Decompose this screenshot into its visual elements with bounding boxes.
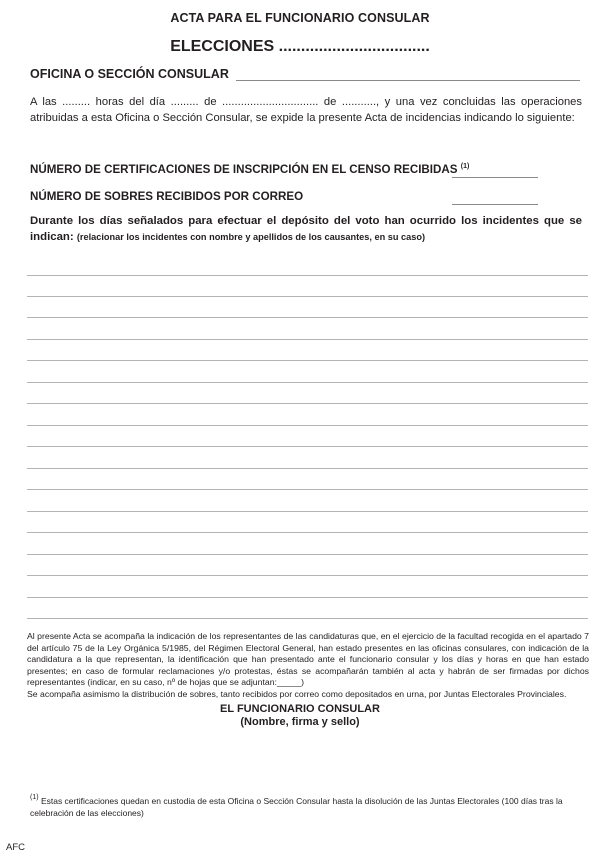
signature-title: EL FUNCIONARIO CONSULAR [220, 703, 380, 715]
incident-line[interactable] [27, 532, 588, 533]
incident-line[interactable] [27, 597, 588, 598]
incidents-instruction: (relacionar los incidentes con nombre y apellidos de los causantes, en su caso) [76, 232, 426, 242]
envelopes-received-field-line[interactable] [452, 204, 538, 205]
certifications-received-text: NÚMERO DE CERTIFICACIONES DE INSCRIPCIÓN EN EL CENSO RECIBIDAS [30, 163, 458, 176]
footnote-mark: (1) [30, 794, 39, 801]
incident-line[interactable] [27, 554, 588, 555]
signature-instruction: (Nombre, firma y sello) [240, 716, 360, 728]
legal-notice [27, 631, 589, 700]
elections-heading: ELECCIONES .................................. [170, 38, 430, 55]
incident-line[interactable] [27, 575, 588, 576]
footnote-text: Estas certificaciones quedan en custodia de esta Oficina o Sección Consular hasta la disolución de las Juntas Electorales (100 días tras la celebración de las elecciones) [30, 796, 563, 818]
signature-block [0, 703, 600, 729]
legal-notice-envelopes: Se acompaña asimismo la distribución de sobres, tanto recibidos por correo como depositados en urna, por Juntas Electorales Provinciales. [27, 688, 567, 699]
incident-line[interactable] [27, 317, 588, 318]
incident-line[interactable] [27, 382, 588, 383]
envelopes-received-label: NÚMERO DE SOBRES RECIBIDOS POR CORREO [30, 190, 304, 203]
legal-notice-representatives: Al presente Acta se acompaña la indicación de los representantes de las candidaturas que, en el ejercicio de la facultad recogida en el apartado 7 del artículo 75 de la Ley Orgánica 5/1985, del Régimen Electoral General, han estado presentes en las oficinas consulares, con indicación de la candidatura a la que representan, la identificación que han presentado ante el funcionario consular y los días y horas en que han estado presentes; en caso de formular reclamaciones y/o protestas, éstas se acompañarán también al acta y habrán de ser firmadas por dichos representantes (indicar, en su caso, nº de hojas que se adjuntan:_____) [27, 631, 589, 687]
form-code: AFC [6, 842, 25, 853]
incident-line[interactable] [27, 296, 588, 297]
certifications-received-label [30, 163, 469, 176]
incident-line[interactable] [27, 339, 588, 340]
incident-line[interactable] [27, 403, 588, 404]
incident-line[interactable] [27, 511, 588, 512]
footnote [30, 792, 585, 819]
consular-office-label: OFICINA O SECCIÓN CONSULAR [30, 67, 229, 81]
certifications-received-field-line[interactable] [452, 177, 538, 178]
intro-paragraph: A las ......... horas del día ......... de ............................... de ..........., y una vez concluidas las operaciones atribuidas a esta Oficina o Sección Consular, se expide la presente Acta de incidencias indicando lo siguiente: [30, 96, 582, 124]
incident-line[interactable] [27, 489, 588, 490]
incidents-text: Durante los días señalados para efectuar el depósito del voto han ocurrido los incidentes que se indican: [30, 215, 582, 243]
incident-line[interactable] [27, 468, 588, 469]
incident-line[interactable] [27, 275, 588, 276]
footnote-reference: (1) [460, 163, 470, 170]
form-title: ACTA PARA EL FUNCIONARIO CONSULAR [170, 11, 430, 25]
incident-line[interactable] [27, 425, 588, 426]
incident-line[interactable] [27, 360, 588, 361]
incident-line[interactable] [27, 618, 588, 619]
incident-line[interactable] [27, 446, 588, 447]
consular-office-field-line[interactable] [236, 80, 580, 81]
incidents-heading [30, 213, 582, 245]
